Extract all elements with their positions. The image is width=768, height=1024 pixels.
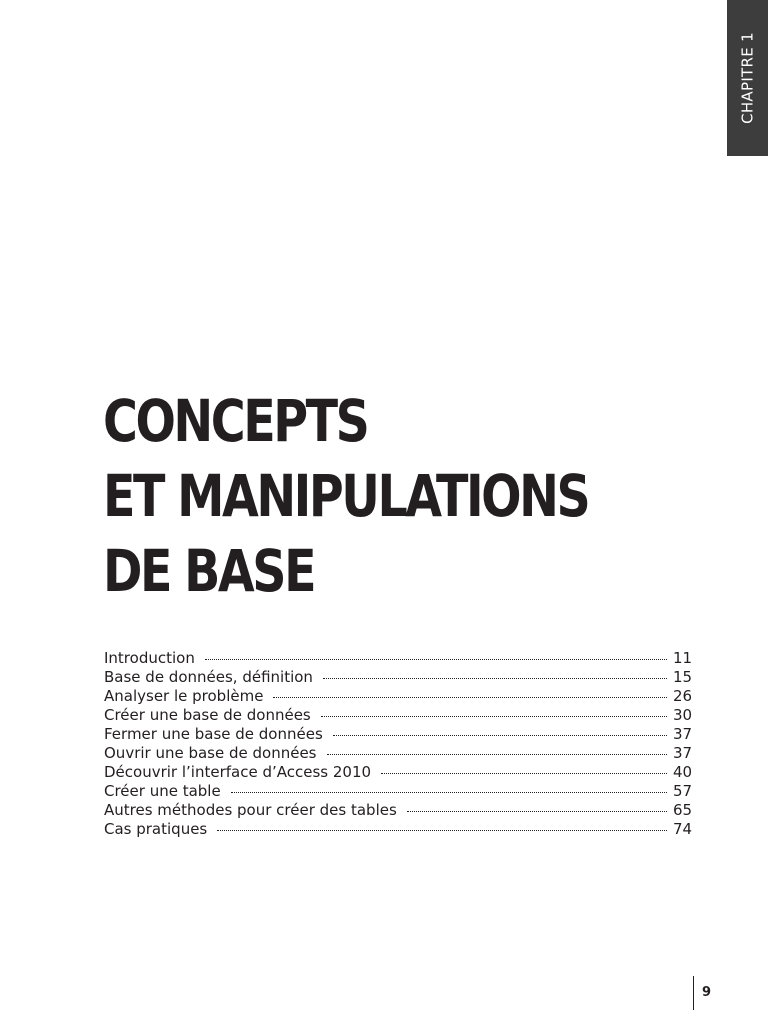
toc-entry-page: 65 [673, 801, 693, 819]
toc-entry[interactable] [104, 782, 691, 801]
toc-dot-leader [231, 792, 667, 793]
toc-entry[interactable] [104, 820, 691, 839]
toc-dot-leader [217, 830, 667, 831]
toc-entry[interactable] [104, 668, 691, 687]
toc-entry[interactable] [104, 763, 691, 782]
toc-entry-page: 37 [673, 744, 693, 762]
toc-entry-page: 26 [673, 687, 693, 705]
toc-entry[interactable] [104, 744, 691, 763]
toc-entry-label: Analyser le problème [104, 687, 264, 705]
toc-entry-label: Introduction [104, 649, 195, 667]
chapter-title [103, 384, 628, 609]
toc-entry-page: 74 [673, 820, 693, 838]
chapter-title-line-1: CONCEPTS [103, 387, 368, 455]
chapter-tab [727, 0, 768, 156]
table-of-contents [104, 649, 691, 839]
toc-entry-label: Créer une table [104, 782, 221, 800]
toc-entry-label: Fermer une base de données [104, 725, 323, 743]
toc-dot-leader [321, 716, 667, 717]
toc-entry[interactable] [104, 706, 691, 725]
toc-entry-label: Ouvrir une base de données [104, 744, 317, 762]
toc-entry-label: Cas pratiques [104, 820, 208, 838]
toc-entry-label: Autres méthodes pour créer des tables [104, 801, 397, 819]
toc-entry-label: Créer une base de données [104, 706, 311, 724]
toc-entry[interactable] [104, 801, 691, 820]
chapter-title-line-3: DE BASE [103, 537, 315, 605]
toc-entry-page: 57 [673, 782, 693, 800]
toc-dot-leader [381, 773, 667, 774]
toc-dot-leader [327, 754, 668, 755]
toc-entry[interactable] [104, 649, 691, 668]
toc-dot-leader [273, 697, 667, 698]
toc-entry[interactable] [104, 725, 691, 744]
toc-entry-label: Base de données, définition [104, 668, 313, 686]
toc-entry-page: 11 [673, 649, 693, 667]
folio-divider [693, 976, 694, 1010]
toc-entry-page: 30 [673, 706, 693, 724]
toc-entry-label: Découvrir l’interface d’Access 2010 [104, 763, 372, 781]
toc-dot-leader [323, 678, 667, 679]
toc-entry[interactable] [104, 687, 691, 706]
toc-dot-leader [407, 811, 667, 812]
toc-dot-leader [333, 735, 667, 736]
toc-dot-leader [205, 659, 667, 660]
chapter-title-line-2: ET MANIPULATIONS [103, 462, 589, 530]
toc-entry-page: 15 [673, 668, 693, 686]
chapter-tab-label: CHAPITRE 1 [738, 32, 756, 124]
page-number: 9 [702, 985, 712, 1000]
toc-entry-page: 37 [673, 725, 693, 743]
toc-entry-page: 40 [673, 763, 693, 781]
